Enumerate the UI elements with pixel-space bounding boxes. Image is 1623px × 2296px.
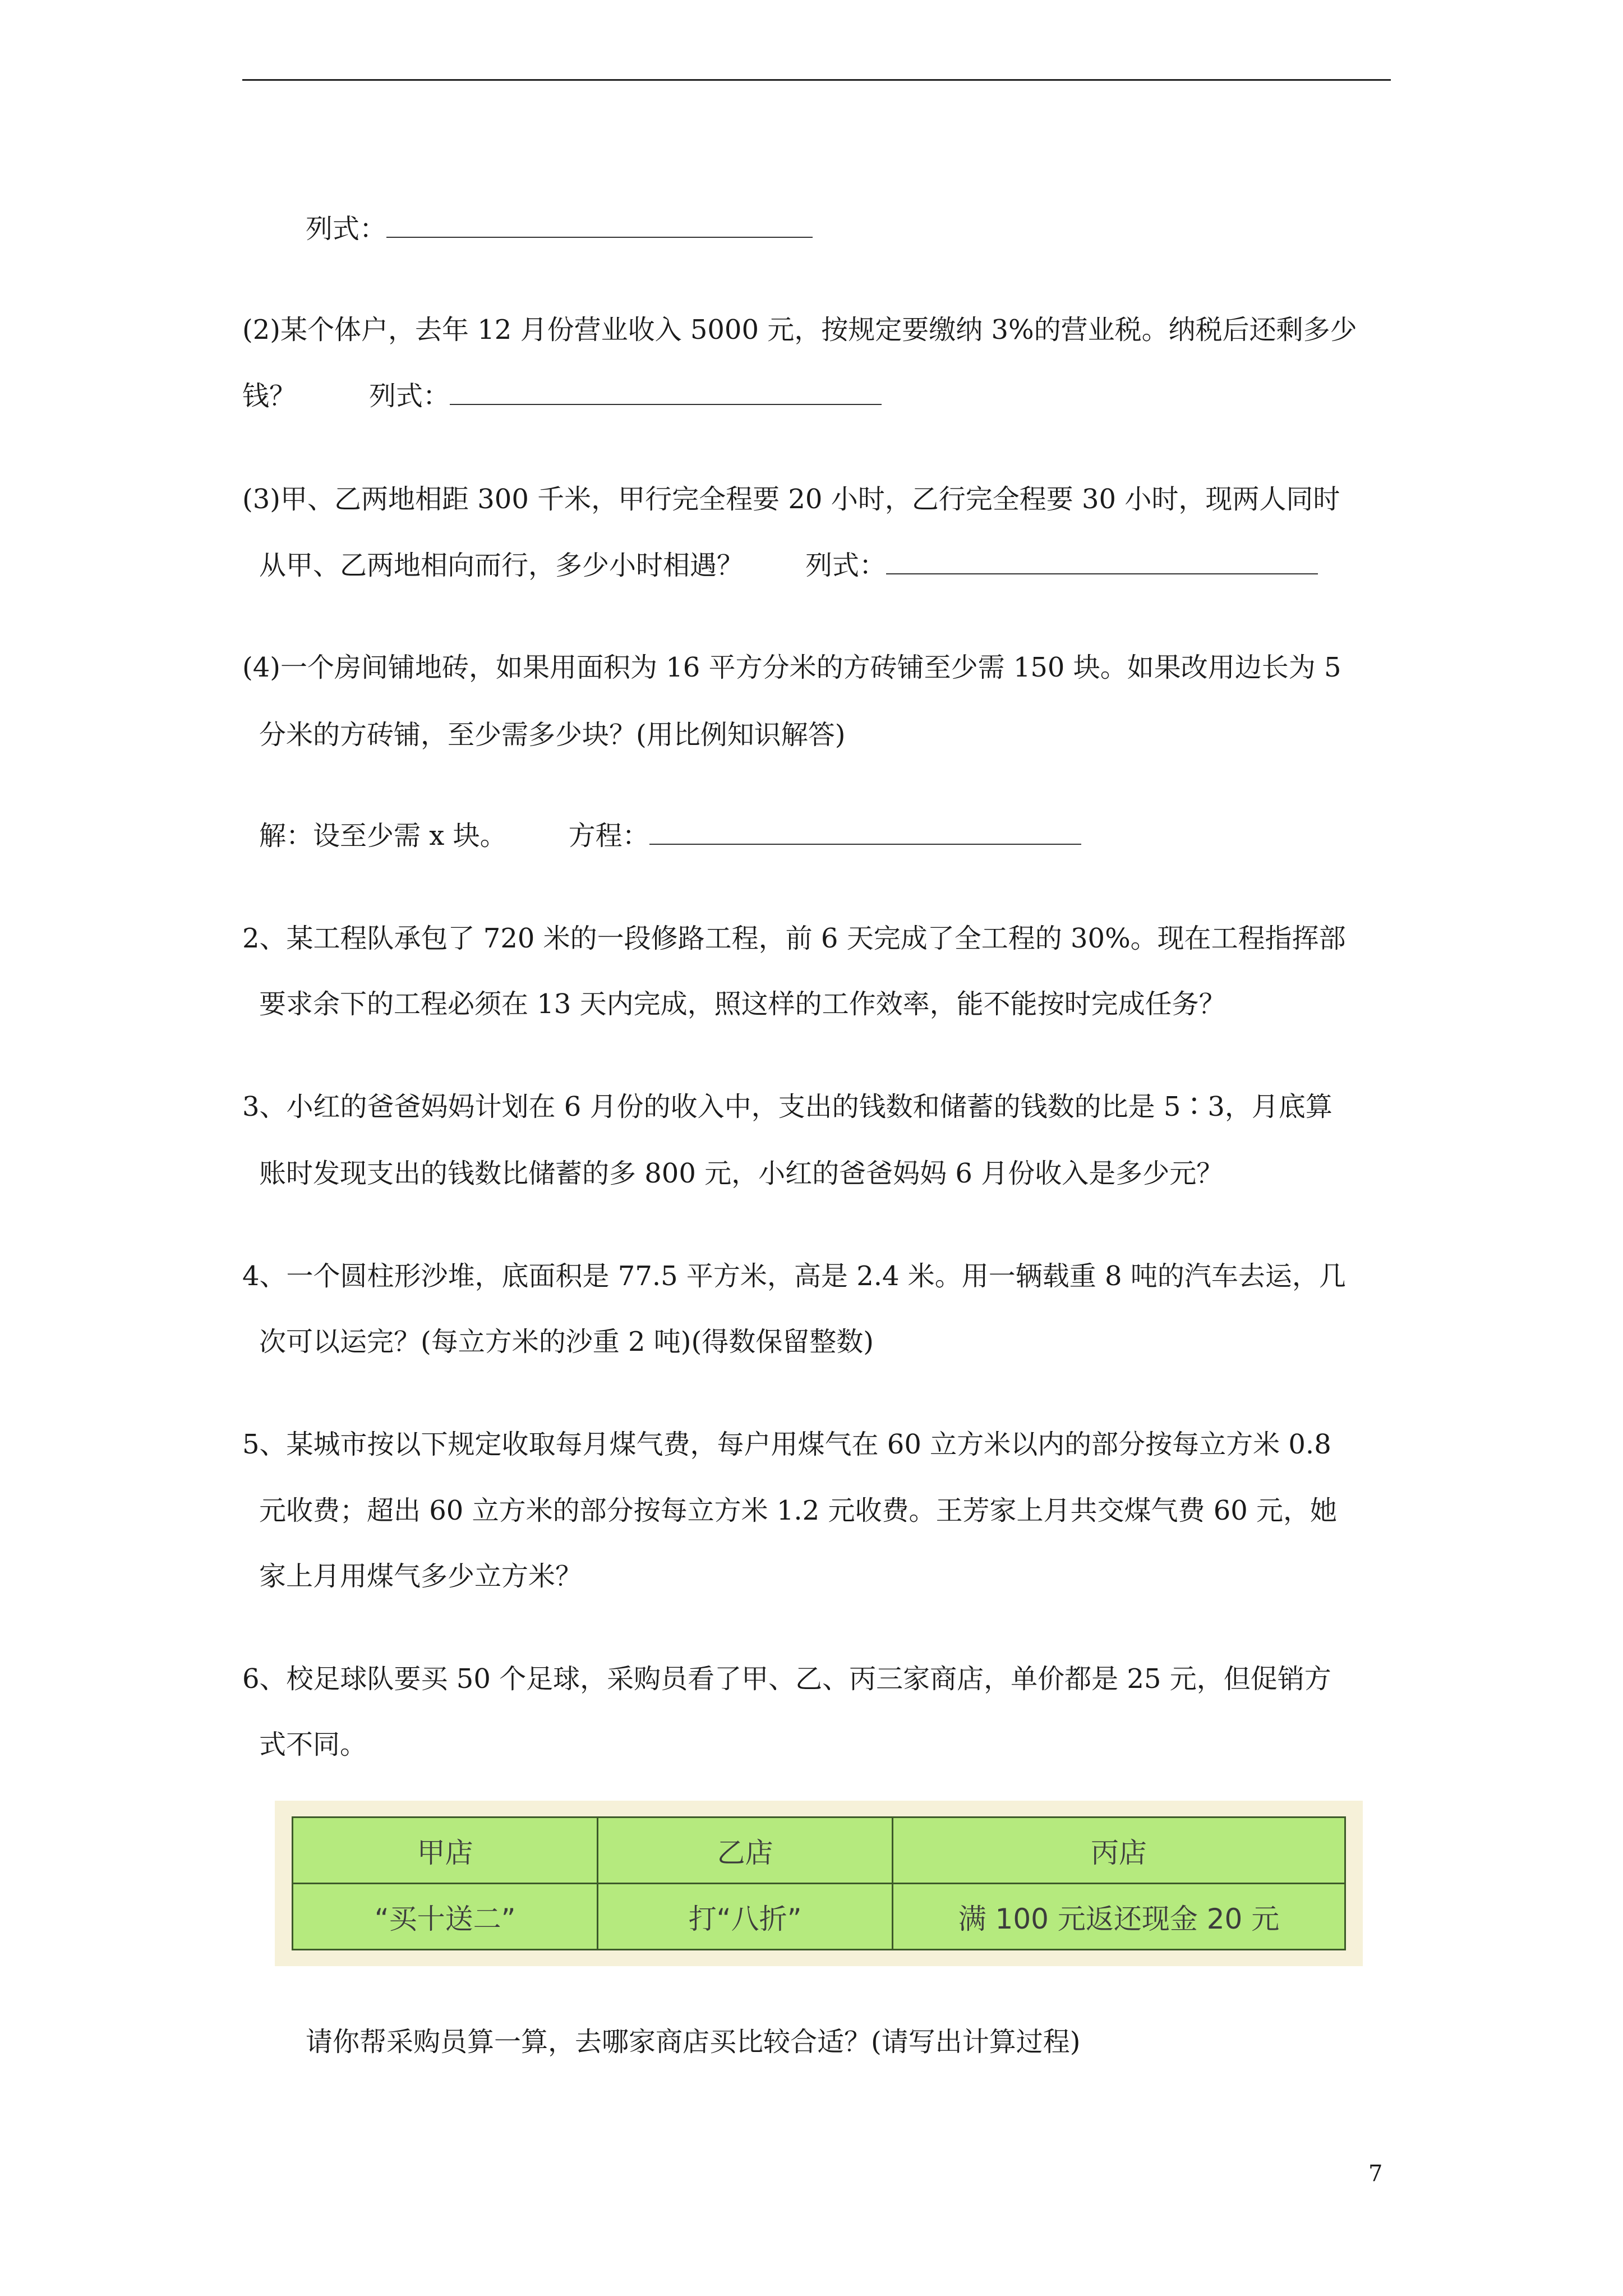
page-number: 7 — [1368, 2161, 1383, 2187]
question-1-3-line-1: (3)甲、乙两地相距 300 千米，甲行完全程要 20 小时，乙行完全程要 30 小时，现两人同时 — [242, 484, 1340, 515]
question-5-line-1: 5、某城市按以下规定收取每月煤气费，每户用煤气在 60 立方米以内的部分按每立方米 0.8 — [242, 1429, 1331, 1460]
question-3-line-2: 账时发现支出的钱数比储蓄的多 800 元，小红的爸爸妈妈 6 月份收入是多少元？ — [259, 1158, 1224, 1189]
question-1-4-line-1: (4)一个房间铺地砖，如果用面积为 16 平方分米的方砖铺至少需 150 块。如果改用边长为 5 — [242, 652, 1341, 683]
question-1-4-solution — [259, 819, 1081, 853]
q1-1-formula-row — [306, 212, 813, 246]
question-text: 钱？ — [242, 380, 297, 412]
question-6-line-2: 式不同。 — [259, 1729, 367, 1760]
question-3-line-1: 3、小红的爸爸妈妈计划在 6 月份的收入中，支出的钱数和储蓄的钱数的比是 5∶3，月底算 — [242, 1091, 1332, 1122]
question-5-line-2: 元收费；超出 60 立方米的部分按每立方米 1.2 元收费。王芳家上月共交煤气费 60 元，她 — [259, 1495, 1338, 1526]
question-2-line-1: 2、某工程队承包了 720 米的一段修路工程，前 6 天完成了全工程的 30%。现在工程指挥部 — [242, 923, 1346, 954]
question-6-line-3: 请你帮采购员算一算，去哪家商店买比较合适？(请写出计算过程) — [306, 2026, 1081, 2058]
promotion-table-image — [275, 1801, 1363, 1966]
formula-label: 列式： — [306, 213, 387, 245]
question-5-line-3: 家上月用煤气多少立方米？ — [259, 1561, 583, 1592]
question-1-2-line-1: (2)某个体户，去年 12 月份营业收入 5000 元，按规定要缴纳 3%的营业税。纳税后还剩多少 — [242, 314, 1357, 346]
table-cell: 满 100 元返还现金 20 元 — [892, 1884, 1345, 1950]
table-header-row — [293, 1818, 1345, 1884]
question-text: 从甲、乙两地相向而行，多少小时相遇？ — [259, 550, 744, 581]
answer-blank[interactable] — [386, 214, 813, 238]
question-4-line-2: 次可以运完？(每立方米的沙重 2 吨)(得数保留整数) — [259, 1326, 874, 1358]
table-cell: “买十送二” — [293, 1884, 598, 1950]
header-rule — [242, 79, 1391, 81]
formula-label: 列式： — [805, 550, 887, 581]
solution-text: 解：设至少需 x 块。 — [259, 820, 507, 852]
table-cell: 打“八折” — [598, 1884, 893, 1950]
question-2-line-2: 要求余下的工程必须在 13 天内完成，照这样的工作效率，能不能按时完成任务？ — [259, 988, 1226, 1020]
equation-label: 方程： — [568, 820, 649, 852]
answer-blank[interactable] — [649, 821, 1081, 845]
answer-blank[interactable] — [450, 381, 882, 405]
answer-blank[interactable] — [886, 551, 1318, 574]
formula-label: 列式： — [369, 380, 450, 412]
question-6-line-1: 6、校足球队要买 50 个足球，采购员看了甲、乙、丙三家商店，单价都是 25 元，但促销方 — [242, 1663, 1331, 1695]
table-header-cell: 乙店 — [598, 1818, 893, 1884]
table-row — [293, 1884, 1345, 1950]
table-header-cell: 丙店 — [892, 1818, 1345, 1884]
question-4-line-1: 4、一个圆柱形沙堆，底面积是 77.5 平方米，高是 2.4 米。用一辆载重 8 吨的汽车去运，几 — [242, 1260, 1346, 1292]
promotion-table — [292, 1816, 1346, 1950]
question-1-3-line-2 — [259, 549, 1318, 582]
table-header-cell: 甲店 — [293, 1818, 598, 1884]
question-1-4-line-2: 分米的方砖铺，至少需多少块？(用比例知识解答) — [259, 719, 846, 751]
question-1-2-line-2 — [242, 379, 882, 413]
